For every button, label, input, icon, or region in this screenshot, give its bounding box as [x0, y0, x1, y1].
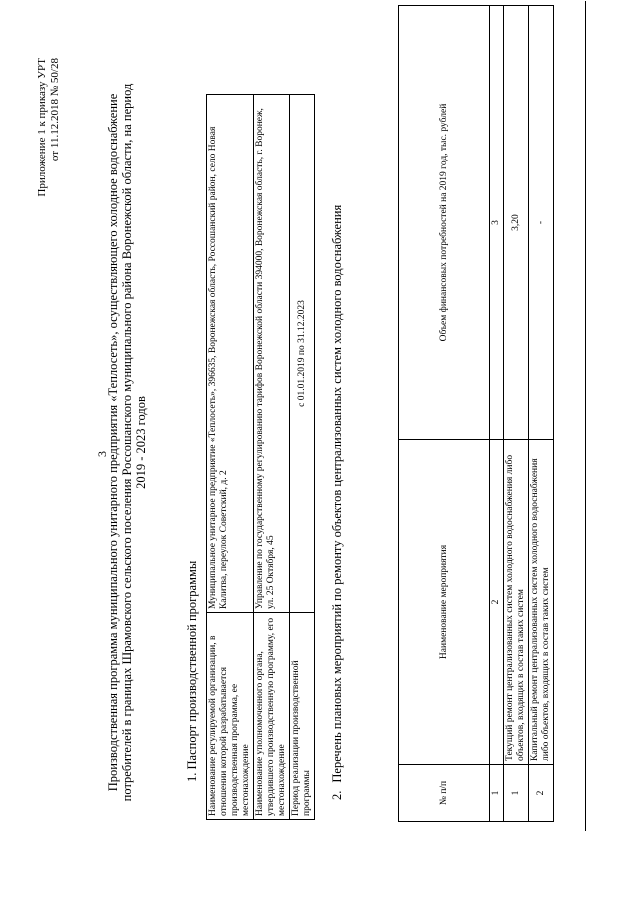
column-header-number: № п/п [399, 765, 490, 822]
table-row [290, 95, 315, 820]
column-number: 1 [490, 765, 504, 822]
row-number: 2 [529, 765, 554, 822]
appendix-line-2: от 11.12.2018 № 50/28 [49, 58, 61, 162]
row-number: 1 [504, 765, 529, 822]
passport-value: Управление по государственному регулированию тарифов Воронежской области 394000, Воронежская область, г. Воронеж, ул. 25 Октября, 45 [254, 95, 290, 613]
passport-value: с 01.01.2019 по 31.12.2023 [290, 95, 315, 613]
appendix-reference [36, 58, 62, 197]
measures-table [398, 5, 554, 822]
section2-number: 2. [330, 790, 344, 800]
passport-label: Наименование уполномоченного органа, утвердившего производственную программу, его местонахождение [254, 613, 290, 820]
measure-name: Капитальный ремонт централизованных систем холодного водоснабжения либо объектов, входящих в состав таких систем [529, 440, 554, 765]
column-header-name: Наименование мероприятия [399, 440, 490, 765]
measure-name: Текущий ремонт централизованных систем холодного водоснабжения либо объектов, входящих в состав таких систем [504, 440, 529, 765]
measure-amount: - [529, 6, 554, 440]
column-number: 3 [490, 6, 504, 440]
column-numbers-row [490, 6, 504, 822]
appendix-line-1: Приложение 1 к приказу УРТ [36, 58, 48, 197]
passport-label: Наименование регулируемой организации, в отношении которой разрабатывается производственная программа, ее местонахождение [207, 613, 254, 820]
measure-amount: 3,20 [504, 6, 529, 440]
table-row [207, 95, 254, 820]
table-row [504, 6, 529, 822]
section1-heading: 1. Паспорт производственной программы [185, 560, 199, 782]
section2-title: Перечень плановых мероприятий по ремонту объектов централизованных систем холодного водоснабжения [330, 204, 344, 783]
document-title: Производственная программа муниципального унитарного предприятия «Теплосеть», осуществляющего холодное водоснабжение потребителей в границах Шрамовского сельского поселения Россошанского муниципального района Воронежской области, на период 2019 - 2023 годов [106, 83, 148, 802]
passport-table [206, 94, 315, 820]
table-header-row [399, 6, 490, 822]
passport-value: Муниципальное унитарное предприятие «Теплосеть», 396635, Воронежская область, Россошанский район, село Новая Калитва, переулок Советский, д. 2 [207, 95, 254, 613]
column-header-amount: Объем финансовых потребностей на 2019 год, тыс. рублей [399, 6, 490, 440]
section2-heading [330, 50, 344, 800]
passport-label: Период реализации производственной программы [290, 613, 315, 820]
table-row [529, 6, 554, 822]
footer-rule [585, 1, 586, 831]
column-number: 2 [490, 440, 504, 765]
table-row [254, 95, 290, 820]
page-number: 3 [95, 451, 109, 457]
